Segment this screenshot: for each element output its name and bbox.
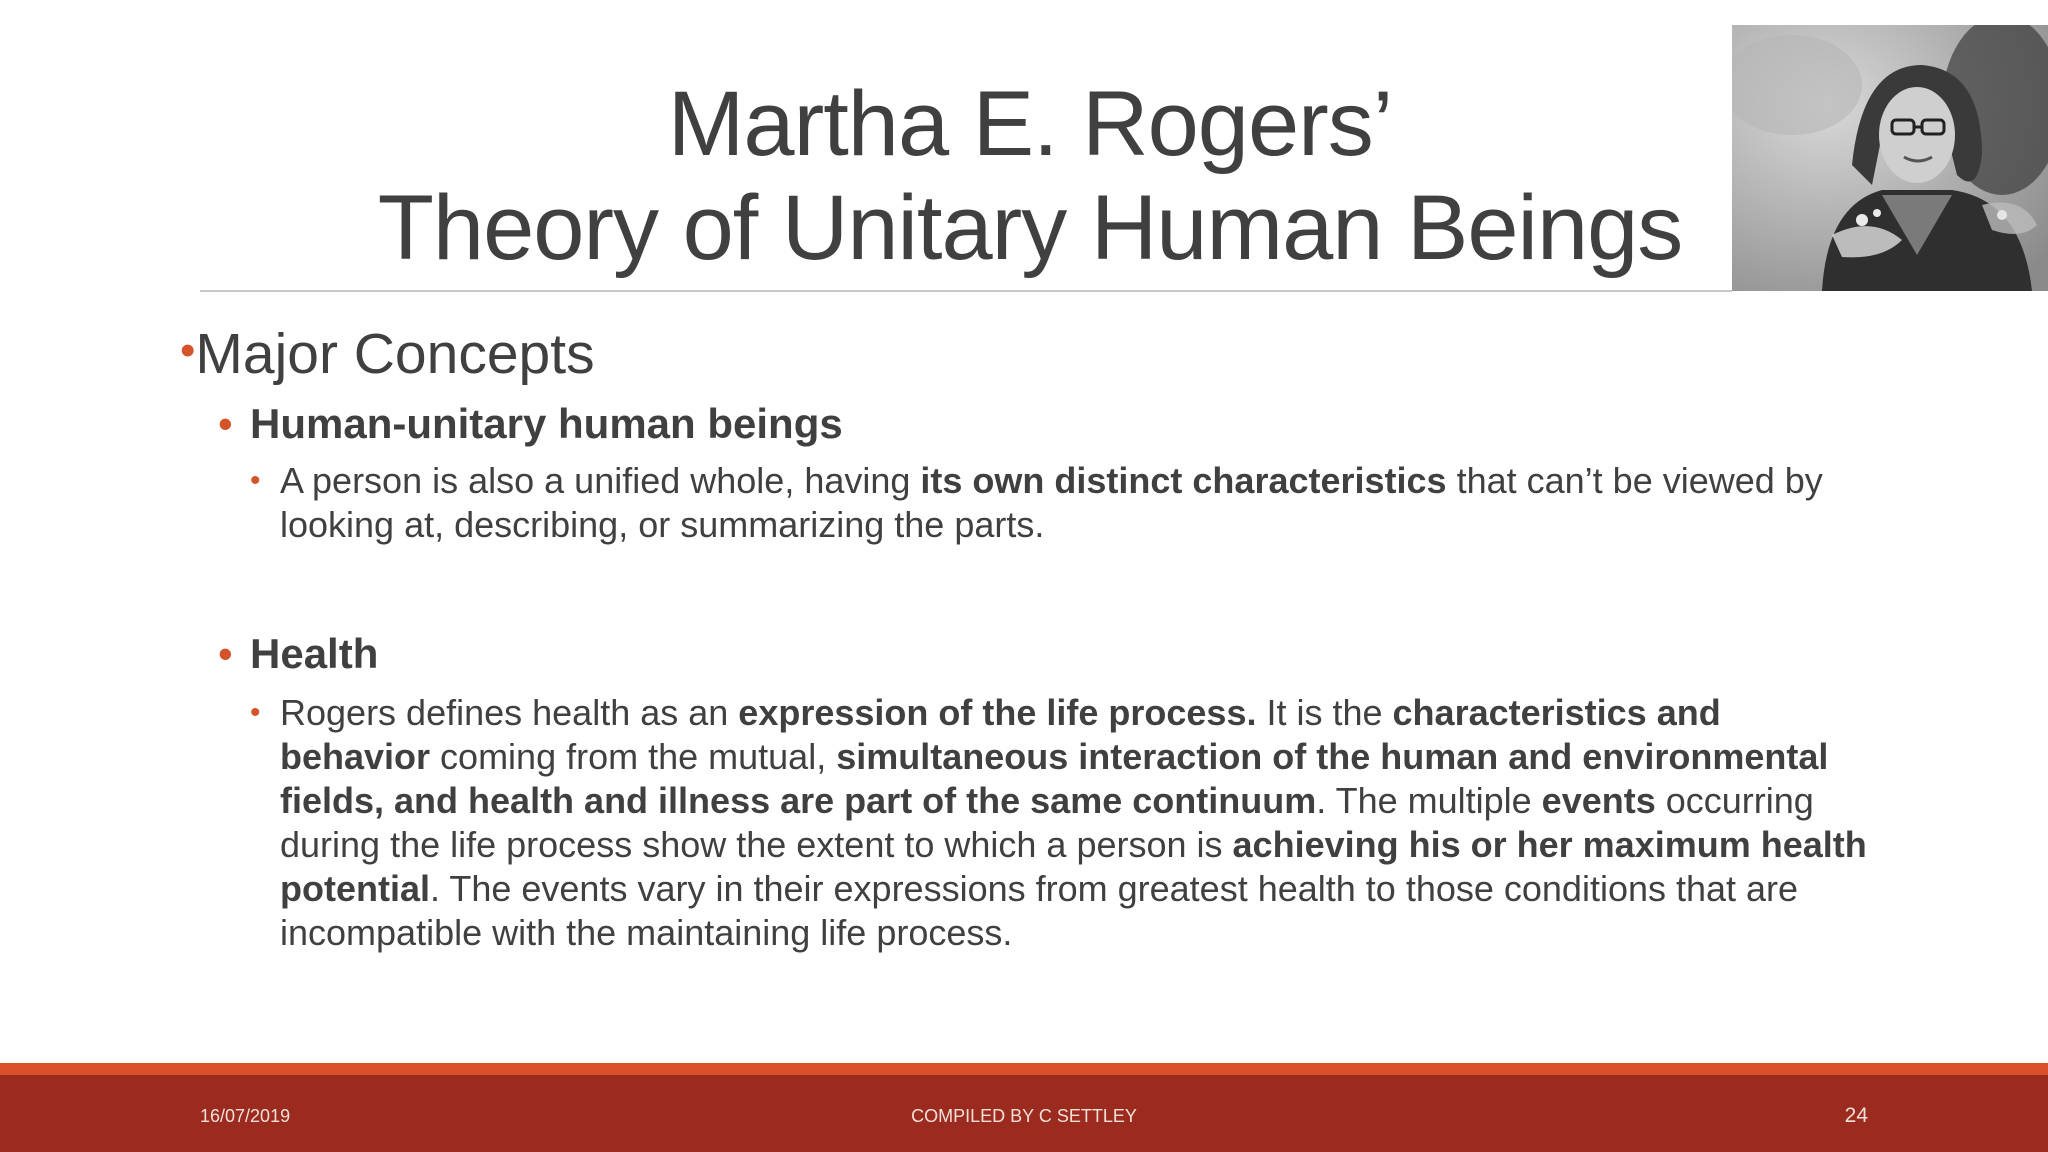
emphasis-text: achieving his or her maximum health potential: [280, 824, 1867, 909]
bullet-marker-icon: •: [250, 696, 261, 729]
portrait-photo: [1732, 25, 2048, 291]
human-heading-text: Human-unitary human beings: [250, 400, 843, 447]
major-concepts-label: Major Concepts: [195, 322, 595, 386]
slide-title: [200, 72, 1860, 280]
emphasis-text: characteristics and behavior: [280, 692, 1721, 777]
text-span: It is the: [1256, 692, 1393, 733]
text-span: . The events vary in their expressions from greatest health to those conditions that are incompatible with the maintaining life process.: [280, 868, 1799, 953]
bullet-major-concepts: [180, 318, 1900, 387]
health-heading-text: Health: [250, 630, 379, 677]
title-line-2: Theory of Unitary Human Beings: [377, 177, 1683, 279]
slide-number: 24: [1844, 1104, 1868, 1127]
portrait-photo-icon: [1732, 25, 2048, 291]
emphasis-text: events: [1541, 780, 1656, 821]
bullet-health-heading: [218, 629, 1900, 679]
bullet-human-description: [250, 459, 1880, 547]
emphasis-text: its own distinct characteristics: [920, 460, 1447, 501]
footer-accent-stripe: [0, 1063, 2048, 1075]
slide-body: [180, 318, 1900, 955]
title-line-1: Martha E. Rogers’: [667, 73, 1393, 175]
emphasis-text: expression of the life process.: [738, 692, 1257, 733]
text-span: A person is also a unified whole, having: [280, 460, 921, 501]
footer-date: 16/07/2019: [200, 1106, 291, 1126]
bullet-marker-icon: •: [218, 400, 233, 447]
bullet-marker-icon: •: [250, 464, 261, 497]
bullet-marker-icon: •: [180, 326, 196, 375]
text-span: . The multiple: [1316, 780, 1542, 821]
text-span: Rogers defines health as an: [280, 692, 739, 733]
emphasis-text: simultaneous interaction of the human and environmental fields, and health and illness are part of the same continuum: [280, 736, 1829, 821]
footer-credit: COMPILED BY C SETTLEY: [911, 1106, 1137, 1126]
bullet-human-heading: [218, 399, 1900, 449]
text-span: occurring during the life process show the extent to which a person is: [280, 780, 1814, 865]
text-span: coming from the mutual,: [430, 736, 837, 777]
bullet-health-description: [250, 691, 1880, 955]
bullet-marker-icon: •: [218, 630, 233, 677]
text-span: that can’t be viewed by looking at, describing, or summarizing the parts.: [280, 460, 1823, 545]
footer-bar: [0, 1075, 2048, 1152]
title-divider: [200, 290, 1732, 292]
